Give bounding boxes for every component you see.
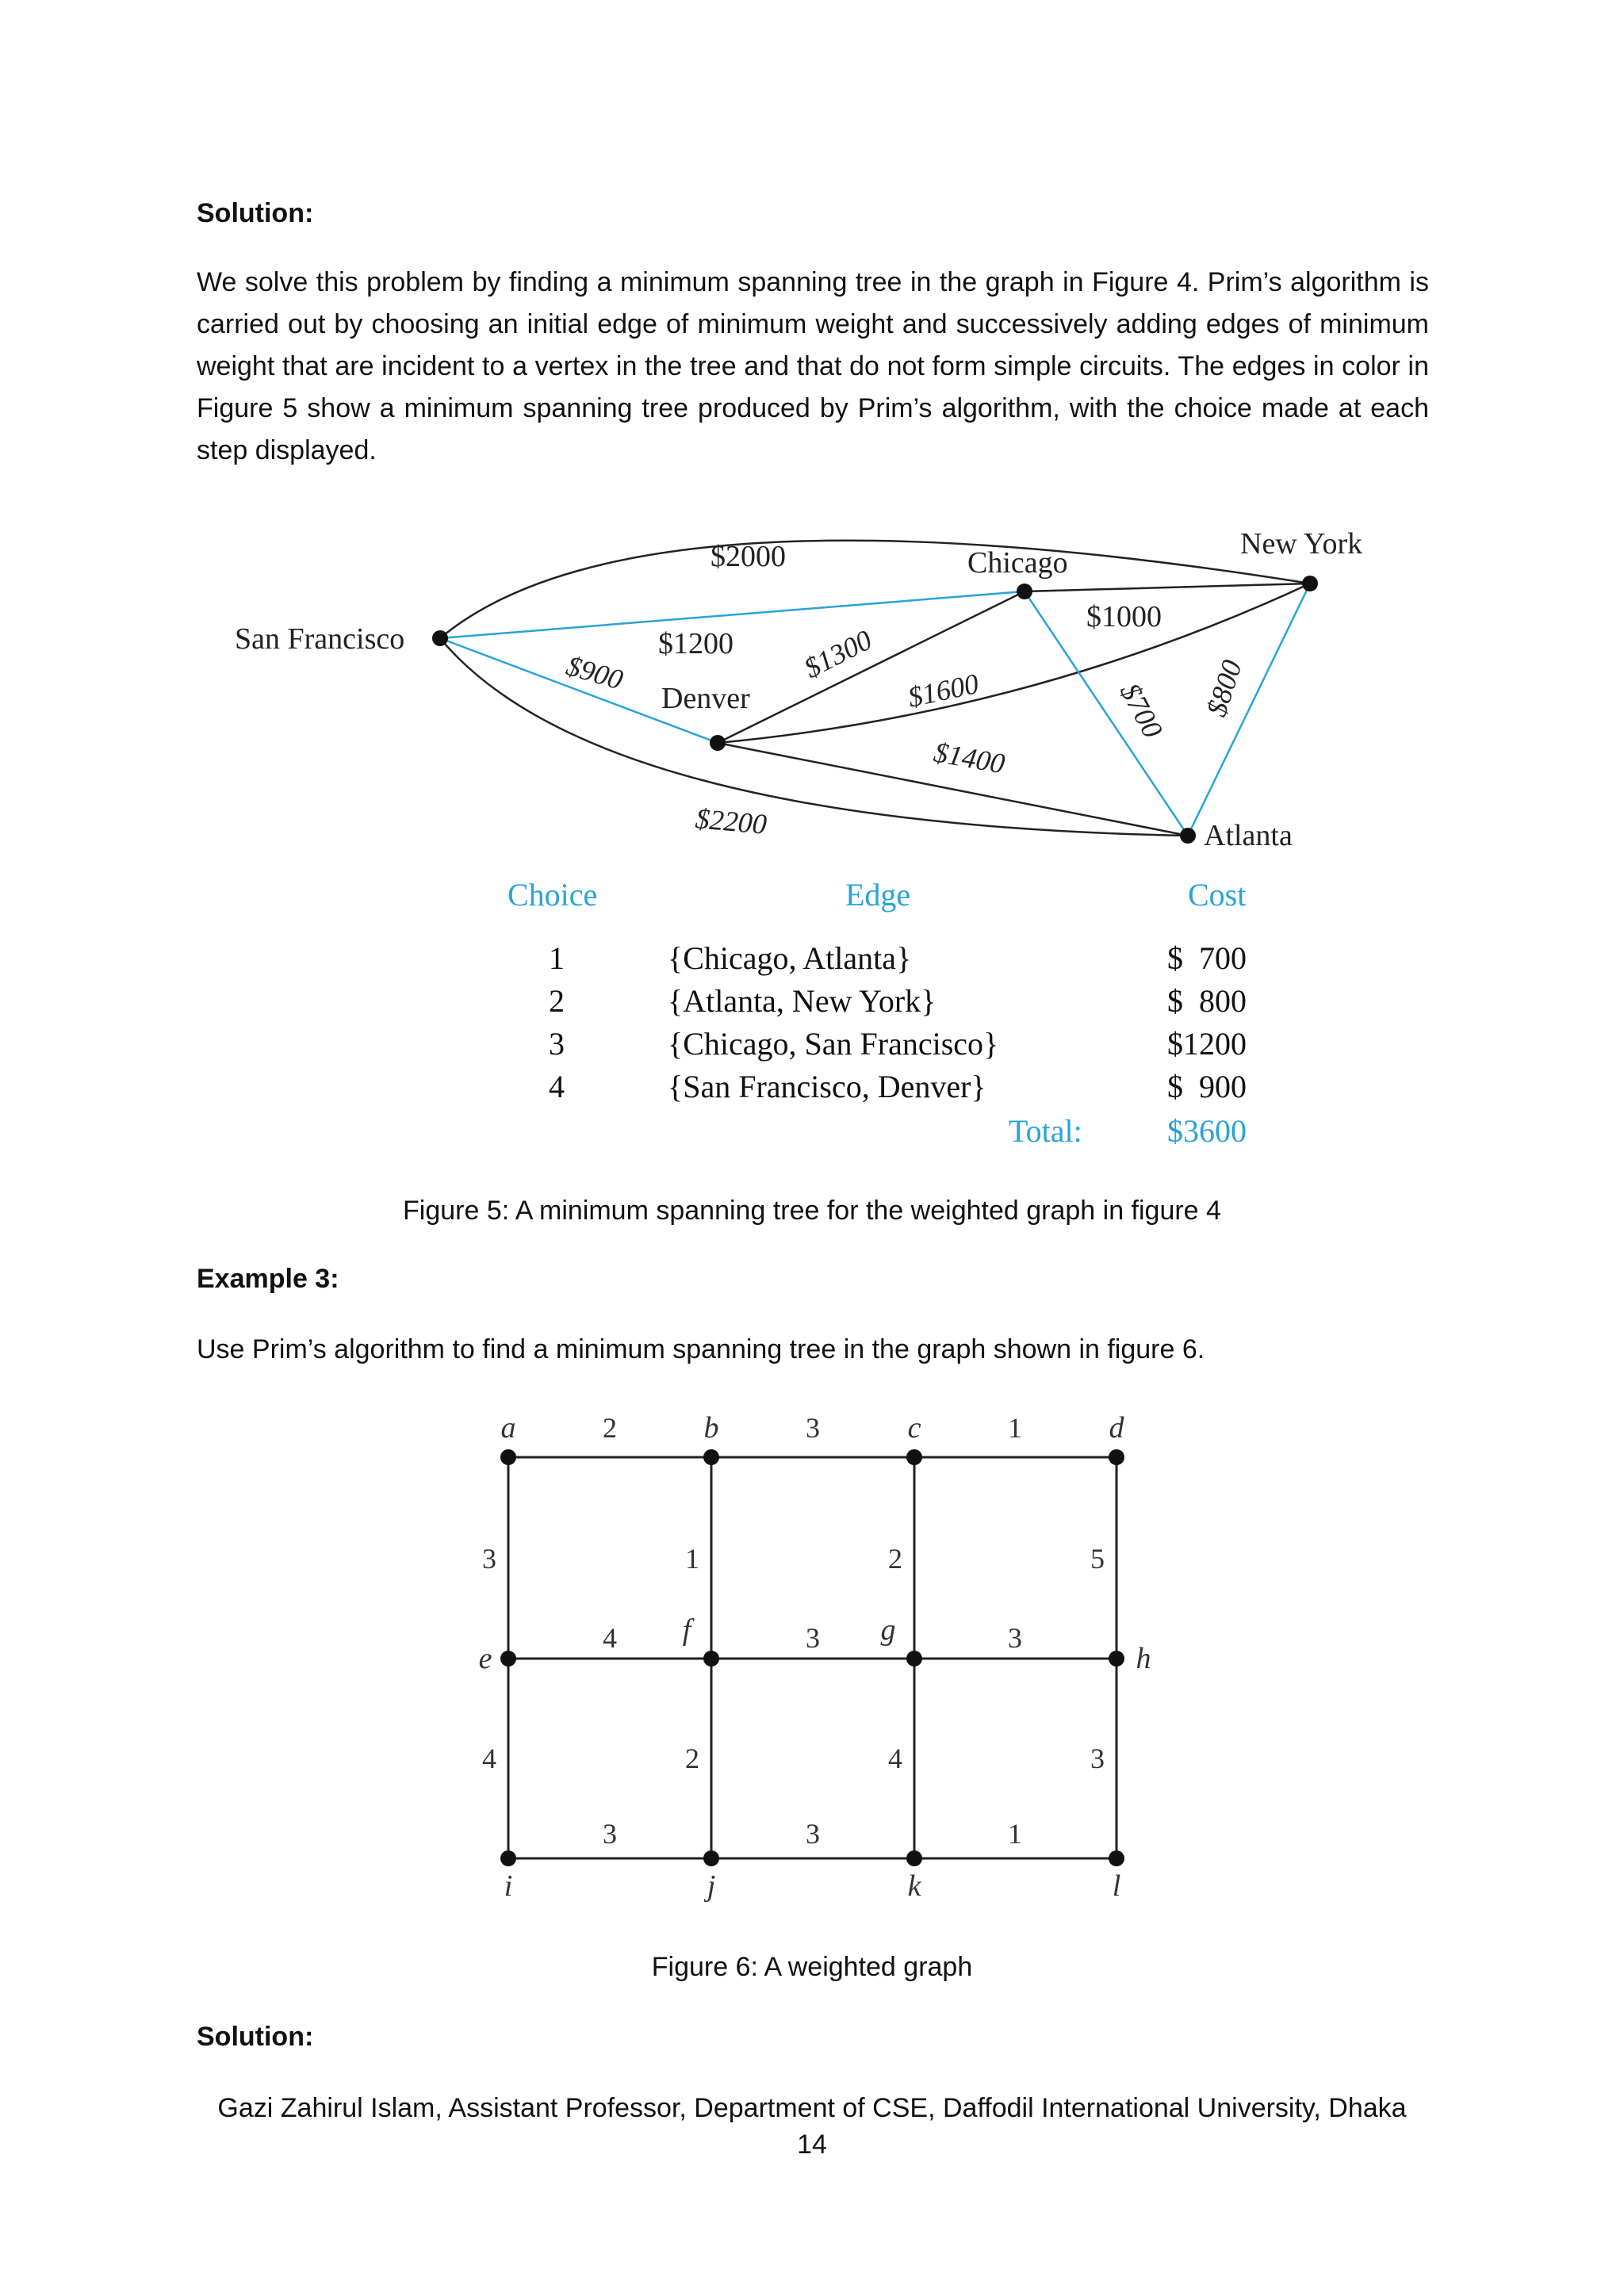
- weight-fj: 2: [685, 1743, 699, 1774]
- vertex-c: [906, 1449, 922, 1465]
- vertex-denver: [710, 735, 726, 751]
- label-f: f: [682, 1613, 691, 1647]
- vertex-l: [1109, 1850, 1124, 1866]
- figure6-caption: Figure 6: A weighted graph: [651, 1952, 973, 1982]
- table-row-2-edge: {Atlanta, New York}: [668, 983, 936, 1019]
- solution-heading: Solution:: [197, 198, 314, 228]
- table-row-1-edge: {Chicago, Atlanta}: [668, 940, 912, 976]
- weight-ei: 4: [482, 1743, 496, 1774]
- weight-cg: 2: [888, 1543, 902, 1575]
- label-b: b: [703, 1411, 719, 1445]
- label-e: e: [478, 1642, 492, 1675]
- table-row-4-edge: {San Francisco, Denver}: [668, 1069, 986, 1104]
- cost-sf-atlanta: $2200: [694, 802, 768, 840]
- cost-ny-atlanta: $800: [1200, 656, 1248, 721]
- table-total-value: $3600: [1167, 1113, 1247, 1149]
- vertex-i: [500, 1850, 516, 1866]
- label-c: c: [907, 1411, 921, 1445]
- cost-chicago-atlanta: $700: [1113, 677, 1170, 744]
- table-total-label: Total:: [1009, 1113, 1082, 1149]
- cost-chicago-ny: $1000: [1086, 600, 1162, 633]
- edge-sf-ny: [440, 541, 1310, 638]
- vertex-b: [703, 1449, 719, 1465]
- intro-paragraph: We solve this problem by finding a minimum spanning tree in the graph in Figure 4. Prim’s algorithm is carried out by choosing an initial edge of minimum weight and successively adding edges of minimum weight that are incident to a vertex in the tree and that do not form simple circuits. The edges in color in Figure 5 show a minimum spanning tree produced by Prim’s algorithm, with the choice made at each step displayed.: [197, 267, 1429, 465]
- cost-denver-chicago: $1300: [799, 623, 877, 685]
- label-k: k: [907, 1869, 921, 1903]
- weight-ij: 3: [603, 1818, 617, 1850]
- weight-cd: 1: [1008, 1412, 1022, 1444]
- footer-author: Gazi Zahirul Islam, Assistant Professor, Department of CSE, Daffodil International University, Dhaka: [217, 2093, 1407, 2123]
- edge-denver-chicago: [718, 591, 1025, 743]
- weight-ab: 2: [603, 1412, 617, 1444]
- example-text: Use Prim’s algorithm to find a minimum spanning tree in the graph shown in figure 6.: [197, 1334, 1205, 1364]
- label-j: j: [707, 1869, 716, 1903]
- table-row-3-choice: 3: [549, 1026, 565, 1062]
- vertex-g: [906, 1651, 922, 1667]
- label-l: l: [1112, 1869, 1121, 1903]
- vertex-chicago: [1017, 584, 1032, 599]
- cost-denver-atlanta: $1400: [931, 736, 1008, 780]
- weight-gk: 4: [888, 1743, 902, 1774]
- vertex-a: [500, 1449, 516, 1465]
- vertex-san-francisco: [432, 630, 448, 646]
- weight-ae: 3: [482, 1543, 496, 1575]
- cost-sf-ny: $2000: [710, 540, 786, 573]
- label-d: d: [1109, 1411, 1124, 1445]
- weight-gh: 3: [1008, 1622, 1022, 1654]
- weight-hl: 3: [1090, 1743, 1105, 1774]
- weight-bc: 3: [806, 1412, 820, 1444]
- label-chicago: Chicago: [967, 546, 1068, 580]
- table-row-4-cost: $ 900: [1167, 1069, 1247, 1104]
- table-row-1-choice: 1: [549, 940, 565, 976]
- cost-denver-ny: $1600: [905, 667, 982, 714]
- table-row-3-cost: $1200: [1167, 1026, 1247, 1062]
- label-new-york: New York: [1240, 527, 1363, 561]
- weight-jk: 3: [806, 1818, 820, 1850]
- figure6-graph: [0, 1403, 1624, 1911]
- label-san-francisco: San Francisco: [235, 622, 405, 656]
- vertex-d: [1109, 1449, 1124, 1465]
- table-row-1-cost: $ 700: [1167, 940, 1247, 976]
- vertex-f: [703, 1651, 719, 1667]
- table-row-3-edge: {Chicago, San Francisco}: [668, 1026, 999, 1062]
- weight-bf: 1: [685, 1543, 699, 1575]
- table-row-2-choice: 2: [549, 983, 565, 1019]
- weight-kl: 1: [1008, 1818, 1022, 1850]
- cost-sf-denver: $900: [562, 649, 627, 696]
- edge-chicago-ny: [1025, 584, 1310, 591]
- label-i: i: [504, 1869, 513, 1903]
- label-g: g: [880, 1613, 896, 1647]
- label-atlanta: Atlanta: [1204, 819, 1293, 852]
- example-heading: Example 3:: [197, 1264, 339, 1294]
- vertex-e: [500, 1651, 516, 1667]
- label-h: h: [1136, 1642, 1151, 1675]
- page-number: 14: [797, 2130, 827, 2160]
- vertex-new-york: [1302, 576, 1318, 591]
- solution-heading-2: Solution:: [197, 2022, 314, 2052]
- cost-sf-chicago: $1200: [658, 627, 733, 660]
- vertex-k: [906, 1850, 922, 1866]
- weight-ef: 4: [603, 1622, 617, 1654]
- table-header-choice: Choice: [508, 877, 598, 913]
- vertex-j: [703, 1850, 719, 1866]
- table-header-edge: Edge: [845, 877, 911, 913]
- table-row-4-choice: 4: [549, 1069, 565, 1104]
- weight-dh: 5: [1090, 1543, 1105, 1575]
- figure5-graph: [0, 507, 1624, 880]
- figure5-caption: Figure 5: A minimum spanning tree for the weighted graph in figure 4: [403, 1196, 1221, 1226]
- table-row-2-cost: $ 800: [1167, 983, 1247, 1019]
- table-header-cost: Cost: [1188, 877, 1247, 913]
- label-a: a: [500, 1411, 516, 1445]
- label-denver: Denver: [661, 682, 750, 715]
- vertex-atlanta: [1180, 828, 1196, 844]
- weight-fg: 3: [806, 1622, 820, 1654]
- vertex-h: [1109, 1651, 1124, 1667]
